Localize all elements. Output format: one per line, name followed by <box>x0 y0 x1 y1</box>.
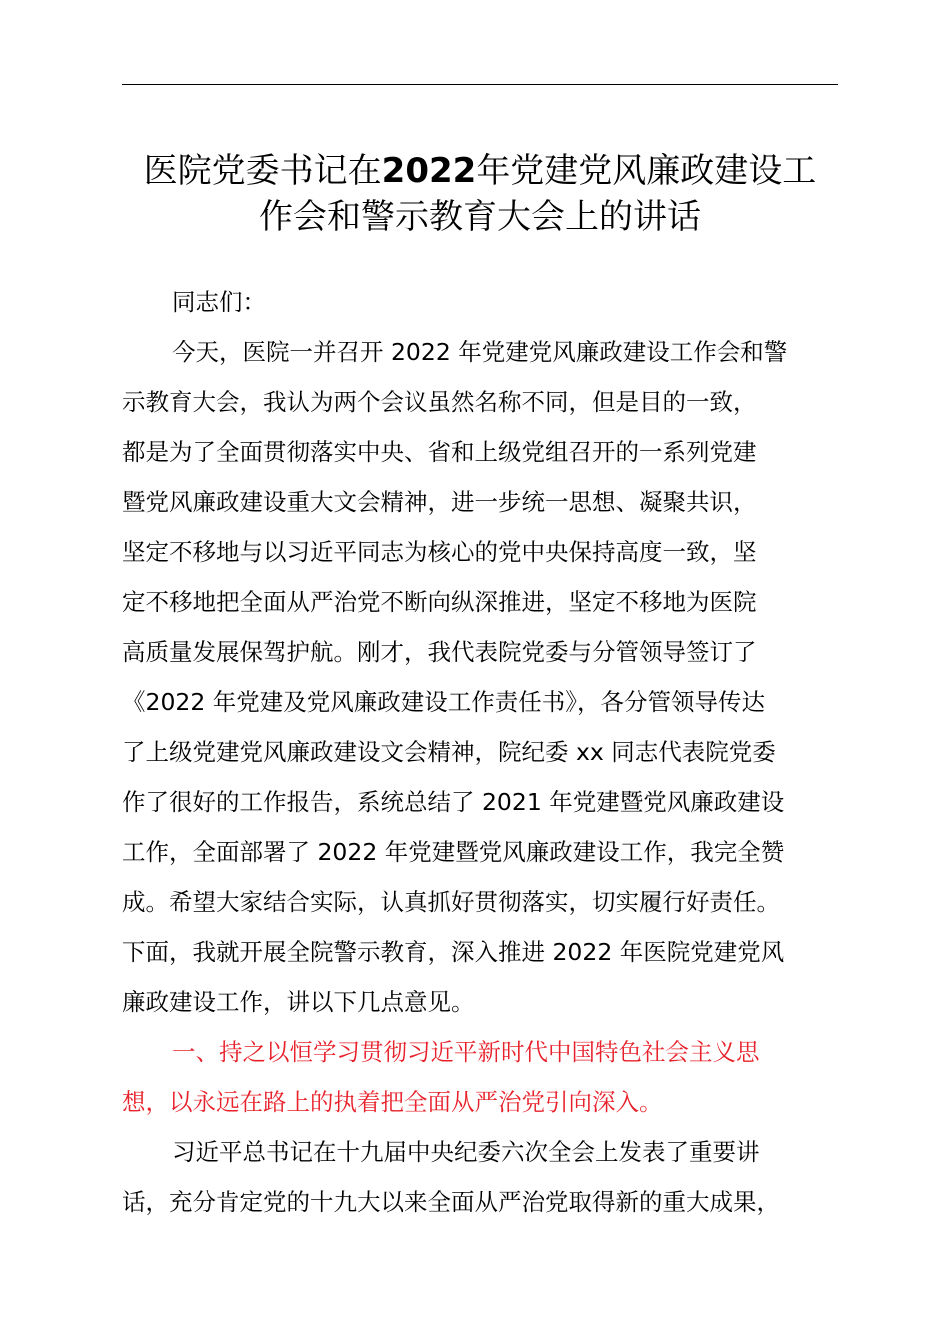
paragraph-line: 话，充分肯定党的十九大以来全面从严治党取得新的重大成果， <box>122 1188 780 1216</box>
document-title <box>110 148 850 240</box>
title-line-1: 医院党委书记在2022年党建党风廉政建设工 <box>143 151 817 191</box>
paragraph-line: 成。希望大家结合实际，认真抓好贯彻落实，切实履行好责任。 <box>122 888 780 916</box>
paragraph-line: 下面，我就开展全院警示教育，深入推进 2022 年医院党建党风 <box>122 938 785 966</box>
paragraph-line: 坚定不移地与以习近平同志为核心的党中央保持高度一致，坚 <box>122 538 757 566</box>
paragraph-line: 都是为了全面贯彻落实中央、省和上级党组召开的一系列党建 <box>122 438 757 466</box>
paragraph-line: 《2022 年党建及党风廉政建设工作责任书》，各分管领导传达 <box>122 688 766 716</box>
title-line-2: 作会和警示教育大会上的讲话 <box>259 197 701 237</box>
document-body <box>122 277 848 1227</box>
paragraph-line: 今天，医院一并召开 2022 年党建党风廉政建设工作会和警 <box>172 338 788 366</box>
salutation: 同志们： <box>172 288 266 316</box>
title-year: 2022 <box>381 151 477 191</box>
header-rule <box>122 84 838 85</box>
paragraph-line: 工作，全面部署了 2022 年党建暨党风廉政建设工作，我完全赞 <box>122 838 785 866</box>
paragraph-line: 定不移地把全面从严治党不断向纵深推进，坚定不移地为医院 <box>122 588 757 616</box>
paragraph-2 <box>122 1127 848 1227</box>
heading-line: 想，以永远在路上的执着把全面从严治党引向深入。 <box>122 1088 663 1116</box>
heading-line: 一、持之以恒学习贯彻习近平新时代中国特色社会主义思 <box>172 1038 760 1066</box>
paragraph-line: 示教育大会，我认为两个会议虽然名称不同，但是目的一致， <box>122 388 757 416</box>
section-heading-1 <box>122 1027 848 1127</box>
paragraph-line: 习近平总书记在十九届中央纪委六次全会上发表了重要讲 <box>172 1138 760 1166</box>
paragraph-1 <box>122 327 848 1027</box>
paragraph-line: 作了很好的工作报告，系统总结了 2021 年党建暨党风廉政建设 <box>122 788 785 816</box>
paragraph-line: 廉政建设工作，讲以下几点意见。 <box>122 988 475 1016</box>
paragraph-line: 了上级党建党风廉政建设文会精神，院纪委 xx 同志代表院党委 <box>122 738 776 766</box>
paragraph-line: 暨党风廉政建设重大文会精神，进一步统一思想、凝聚共识， <box>122 488 757 516</box>
paragraph-line: 高质量发展保驾护航。刚才，我代表院党委与分管领导签订了 <box>122 638 757 666</box>
